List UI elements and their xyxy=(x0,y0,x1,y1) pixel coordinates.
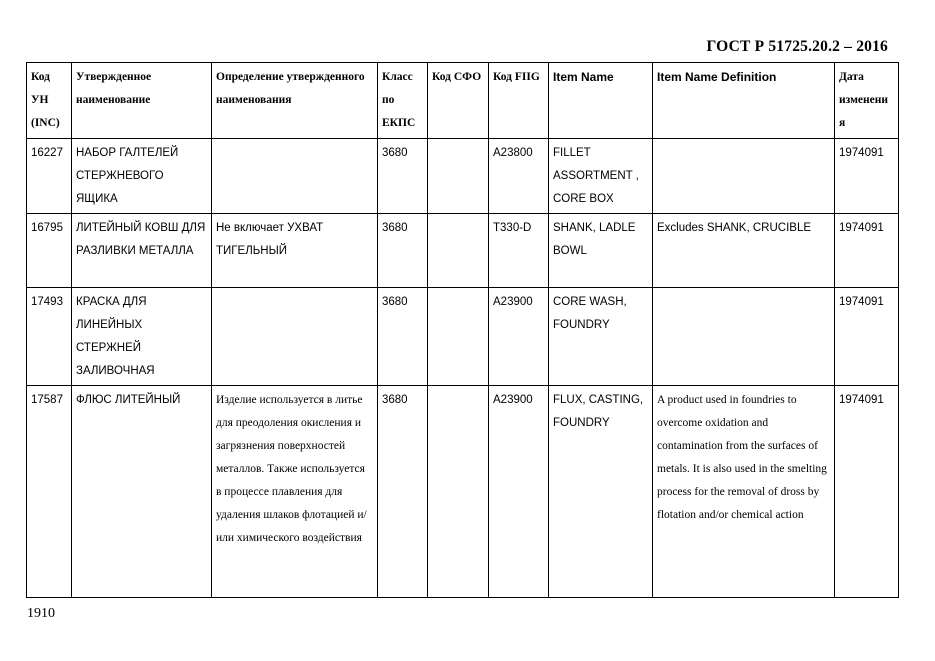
col-header-item-name: Item Name xyxy=(549,63,653,139)
cell-def-ru xyxy=(212,139,378,214)
cell-def-ru: Не включает УХВАТ ТИГЕЛЬНЫЙ xyxy=(212,214,378,288)
cell-fiig: A23800 xyxy=(489,139,549,214)
cell-item-def xyxy=(653,288,835,386)
cell-fiig: T330-D xyxy=(489,214,549,288)
cell-item-name: CORE WASH, FOUNDRY xyxy=(549,288,653,386)
cell-date: 1974091 xyxy=(835,288,899,386)
cell-def-ru xyxy=(212,288,378,386)
table-row xyxy=(27,288,899,386)
cell-name-ru: ФЛЮС ЛИТЕЙНЫЙ xyxy=(72,386,212,598)
cell-class: 3680 xyxy=(378,288,428,386)
cell-sfo xyxy=(428,288,489,386)
cell-sfo xyxy=(428,139,489,214)
cell-date: 1974091 xyxy=(835,139,899,214)
table-header-row xyxy=(27,63,899,139)
cell-class: 3680 xyxy=(378,214,428,288)
cell-inc: 17587 xyxy=(27,386,72,598)
cell-inc: 17493 xyxy=(27,288,72,386)
col-header-fiig: Код FIIG xyxy=(489,63,549,139)
table-row xyxy=(27,139,899,214)
cell-fiig: A23900 xyxy=(489,386,549,598)
cell-inc: 16795 xyxy=(27,214,72,288)
cell-date: 1974091 xyxy=(835,214,899,288)
cell-inc: 16227 xyxy=(27,139,72,214)
cell-name-ru: НАБОР ГАЛТЕЛЕЙ СТЕРЖНЕВОГО ЯЩИКА xyxy=(72,139,212,214)
cell-name-ru: КРАСКА ДЛЯ ЛИНЕЙНЫХ СТЕРЖНЕЙ ЗАЛИВОЧНАЯ xyxy=(72,288,212,386)
col-header-inc: Код УН (INC) xyxy=(27,63,72,139)
gost-items-table xyxy=(26,62,899,598)
cell-class: 3680 xyxy=(378,386,428,598)
cell-fiig: A23900 xyxy=(489,288,549,386)
col-header-def-ru: Определение утвержденного наименования xyxy=(212,63,378,139)
cell-item-def: A product used in foundries to overcome oxidation and contamination from the surfaces of metals. It is also used in the smelting process for the removal of dross by flotation and/or chemical action xyxy=(653,386,835,598)
cell-class: 3680 xyxy=(378,139,428,214)
col-header-class: Класс по ЕКПС xyxy=(378,63,428,139)
col-header-item-def: Item Name Definition xyxy=(653,63,835,139)
cell-item-def xyxy=(653,139,835,214)
col-header-sfo: Код СФО xyxy=(428,63,489,139)
cell-sfo xyxy=(428,214,489,288)
cell-item-def: Excludes SHANK, CRUCIBLE xyxy=(653,214,835,288)
col-header-date: Дата изменения xyxy=(835,63,899,139)
cell-name-ru: ЛИТЕЙНЫЙ КОВШ ДЛЯ РАЗЛИВКИ МЕТАЛЛА xyxy=(72,214,212,288)
cell-def-ru: Изделие используется в литье для преодоления окисления и загрязнения поверхностей металлов. Также используется в процессе плавления для удаления шлаков флотацией и/или химического воздействия xyxy=(212,386,378,598)
table-row xyxy=(27,214,899,288)
cell-item-name: FILLET ASSORTMENT , CORE BOX xyxy=(549,139,653,214)
cell-item-name: SHANK, LADLE BOWL xyxy=(549,214,653,288)
page-number: 1910 xyxy=(27,606,55,621)
col-header-name-ru: Утвержденное наименование xyxy=(72,63,212,139)
document-standard-header: ГОСТ Р 51725.20.2 – 2016 xyxy=(706,38,888,55)
cell-item-name: FLUX, CASTING, FOUNDRY xyxy=(549,386,653,598)
table-row xyxy=(27,386,899,598)
cell-sfo xyxy=(428,386,489,598)
cell-date: 1974091 xyxy=(835,386,899,598)
